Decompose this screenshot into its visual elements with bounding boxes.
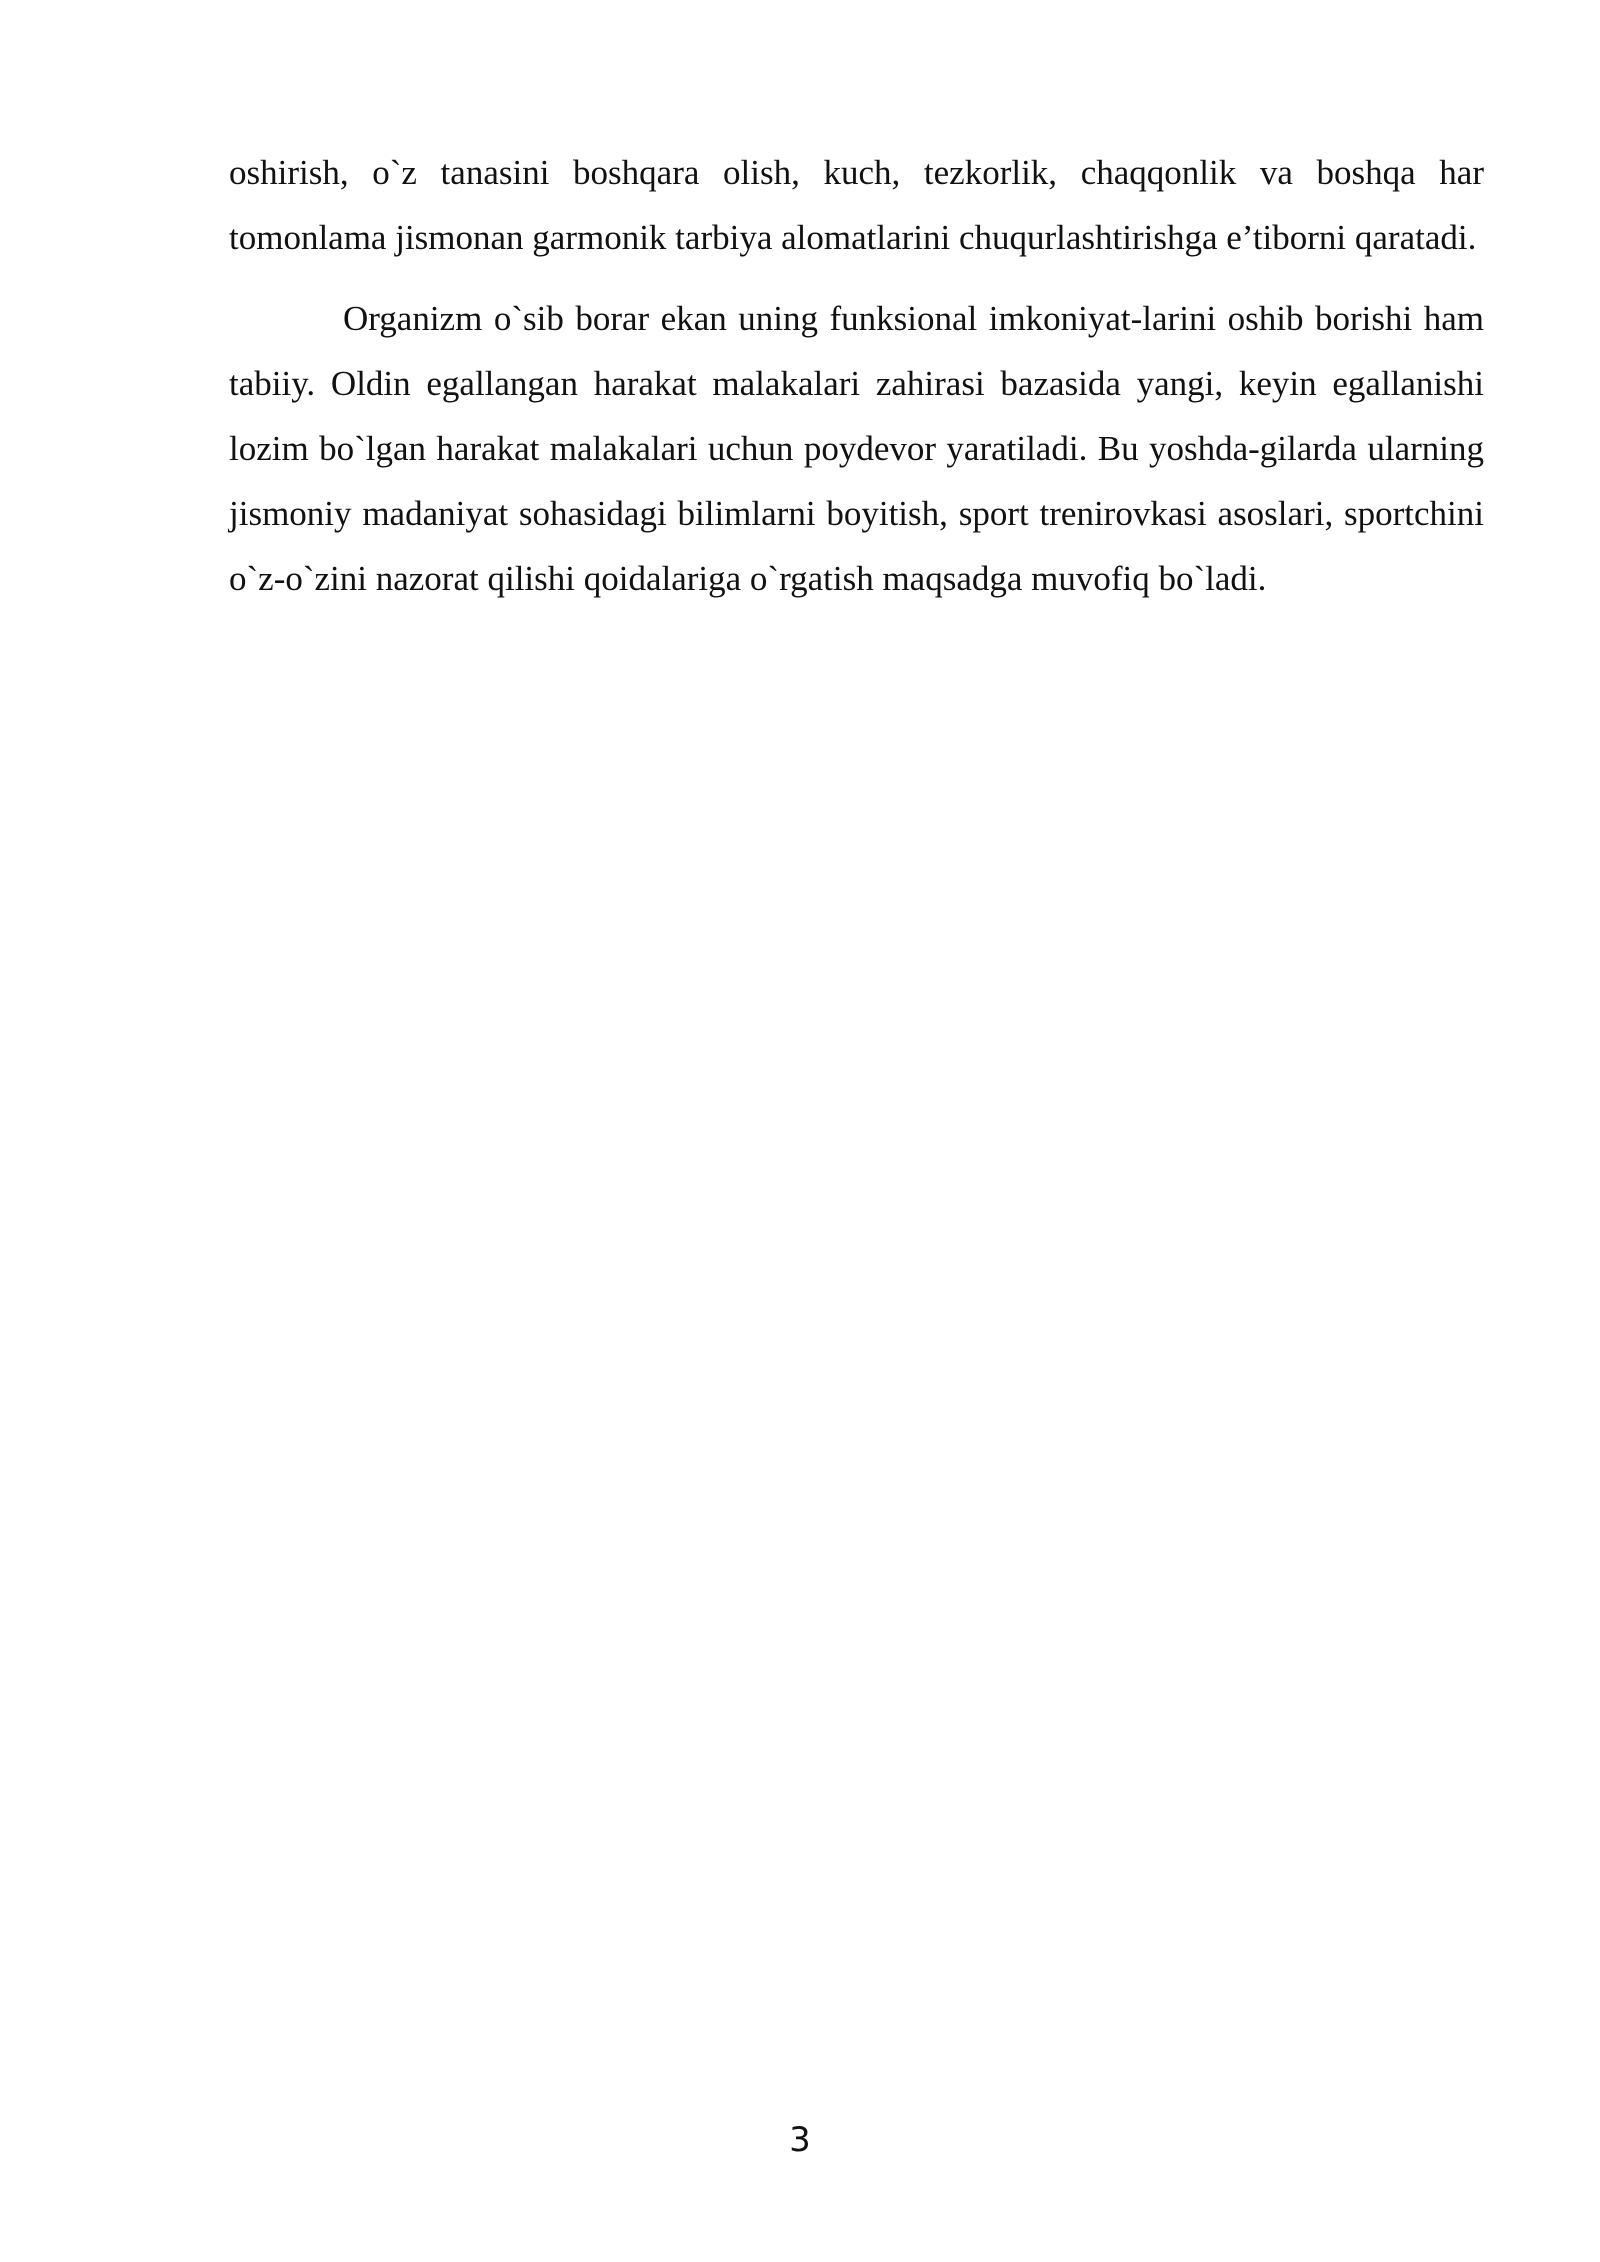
paragraph-continuation: oshirish, o`z tanasini boshqara olish, kuch, tezkorlik, chaqqonlik va boshqa har tomonlama jismonan garmonik tarbiya alomatlarini chuqurlashtirishga e’tiborni qaratadi. xyxy=(229,153,1484,257)
paragraph-organism-growth: Organizm o`sib borar ekan uning funksional imkoniyat-larini oshib borishi ham tabiiy. Oldin egallangan harakat malakalari zahirasi bazasida yangi, keyin egallanishi lozim bo`lgan harakat malakalari uchun poydevor yaratiladi. Bu yoshda-gilarda ularning jismoniy madaniyat sohasidagi bilimlarni boyitish, sport trenirovkasi asoslari, sportchini o`z-o`zini nazorat qilishi qoidalariga o`rgatish maqsadga muvofiq bo`ladi. xyxy=(229,299,1484,598)
page-number: 3 xyxy=(789,2120,811,2160)
body-text xyxy=(229,140,1484,611)
